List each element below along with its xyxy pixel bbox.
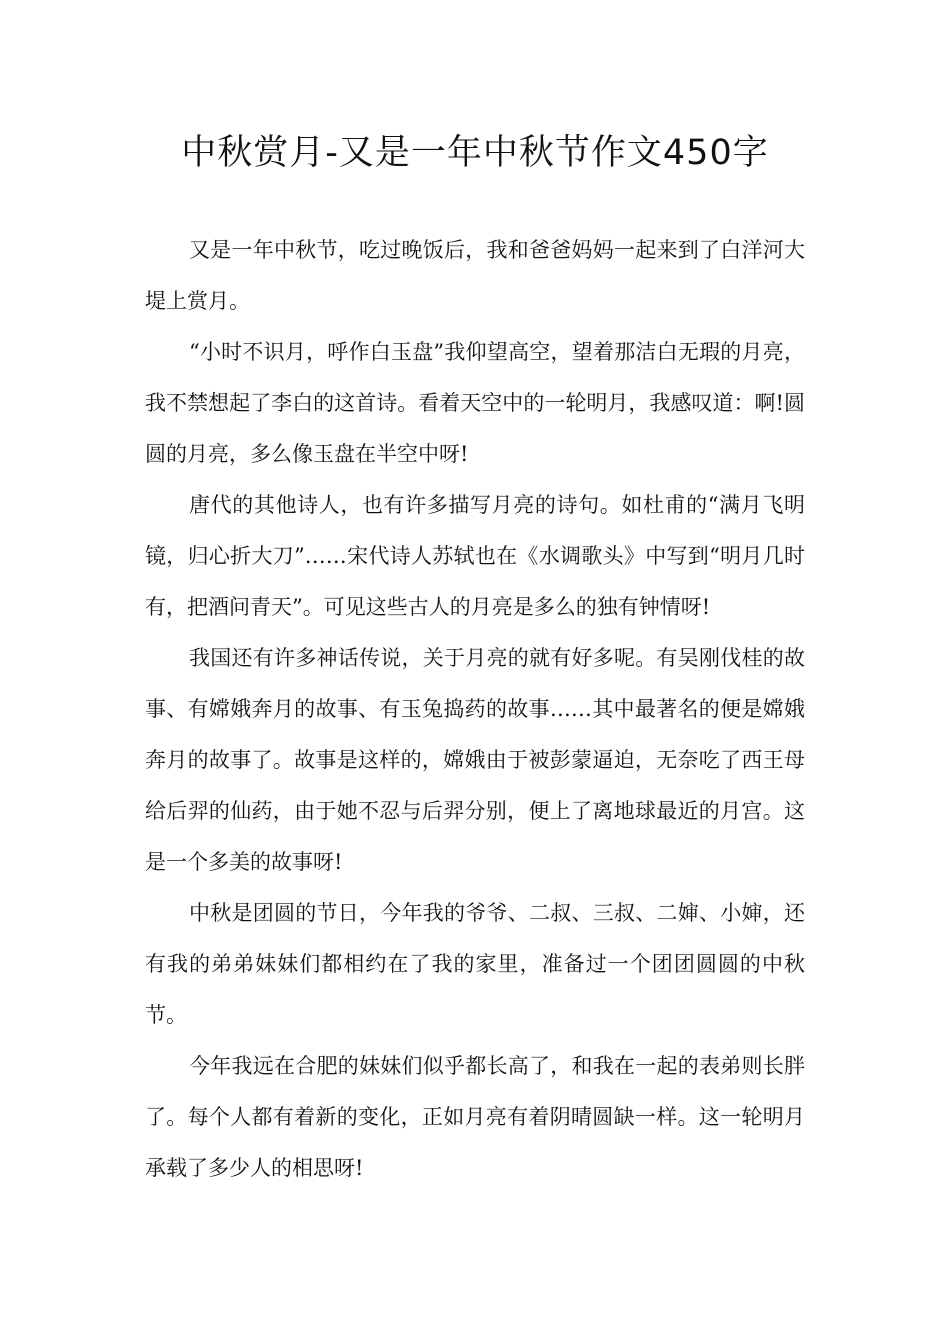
document-body: [145, 225, 805, 1194]
paragraph-6: 今年我远在合肥的妹妹们似乎都长高了，和我在一起的表弟则长胖了。每个人都有着新的变化，正如月亮有着阴晴圆缺一样。这一轮明月承载了多少人的相思呀!: [145, 1054, 805, 1180]
paragraph-5: 中秋是团圆的节日，今年我的爷爷、二叔、三叔、二婶、小婶，还有我的弟弟妹妹们都相约在了我的家里，准备过一个团团圆圆的中秋节。: [145, 901, 805, 1027]
paragraph-2: “小时不识月，呼作白玉盘”我仰望高空，望着那洁白无瑕的月亮，我不禁想起了李白的这首诗。看着天空中的一轮明月，我感叹道：啊!圆圆的月亮，多么像玉盘在半空中呀!: [145, 340, 805, 466]
document-title: 中秋赏月-又是一年中秋节作文450字: [181, 133, 769, 173]
paragraph-3: 唐代的其他诗人，也有许多描写月亮的诗句。如杜甫的“满月飞明镜，归心折大刀”……宋代诗人苏轼也在《水调歌头》中写到“明月几时有，把酒问青天”。可见这些古人的月亮是多么的独有钟情呀!: [145, 493, 805, 619]
paragraph-4: 我国还有许多神话传说，关于月亮的就有好多呢。有吴刚伐桂的故事、有嫦娥奔月的故事、有玉兔捣药的故事……其中最著名的便是嫦娥奔月的故事了。故事是这样的，嫦娥由于被彭蒙逼迫，无奈吃了西王母给后羿的仙药，由于她不忍与后羿分别，便上了离地球最近的月宫。这是一个多美的故事呀!: [145, 646, 805, 874]
paragraph-1: 又是一年中秋节，吃过晚饭后，我和爸爸妈妈一起来到了白洋河大堤上赏月。: [145, 238, 805, 313]
